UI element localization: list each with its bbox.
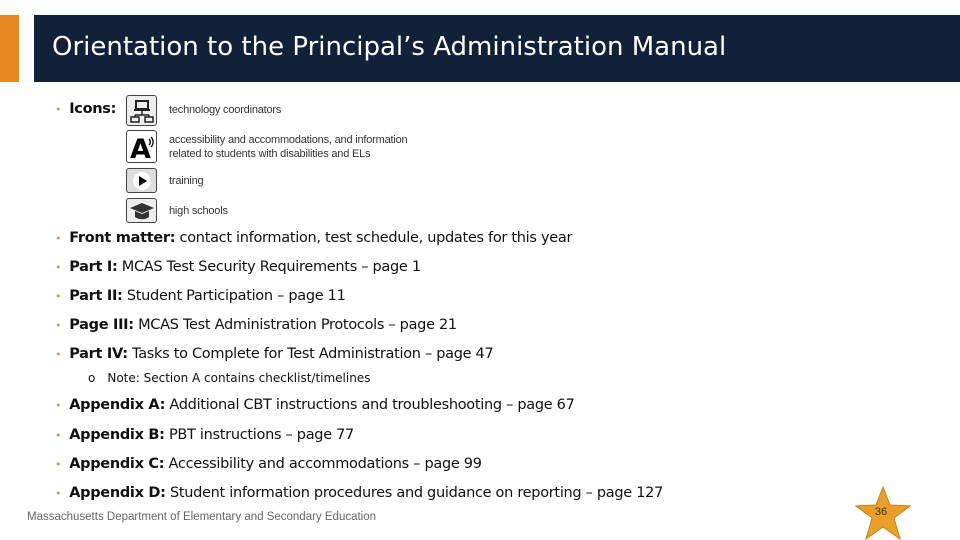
icon-label: technology coordinators <box>169 104 282 116</box>
bullet-item: • Page III: MCAS Test Administration Protocols – page 21 <box>55 317 457 333</box>
network-computer-icon <box>126 95 157 126</box>
icons-label: Icons: <box>69 101 117 117</box>
bullet-item: • Part I: MCAS Test Security Requirements – page 1 <box>55 259 421 275</box>
page-number: 36 <box>874 506 888 518</box>
bullet-item: • Part II: Student Participation – page 11 <box>55 288 346 304</box>
bullet-item: • Part IV: Tasks to Complete for Test Administration – page 47 <box>55 346 494 362</box>
bullet-item: • Appendix C: Accessibility and accommodations – page 99 <box>55 456 482 472</box>
svg-text:A: A <box>129 133 151 161</box>
play-icon <box>126 168 157 193</box>
graduation-cap-icon <box>126 198 157 223</box>
bullet-item: • Front matter: contact information, test schedule, updates for this year <box>55 230 573 246</box>
bullet-item: • Appendix A: Additional CBT instructions and troubleshooting – page 67 <box>55 397 575 413</box>
footer-organization: Massachusetts Department of Elementary and Secondary Education <box>27 511 377 523</box>
sub-note: o Note: Section A contains checklist/timelines <box>88 371 371 385</box>
icon-label: accessibility and accommodations, and information related to students with disabilities and ELs <box>169 134 408 160</box>
bullet-item: • Appendix D: Student information procedures and guidance on reporting – page 127 <box>55 485 664 501</box>
slide-title: Orientation to the Principal’s Administration Manual <box>52 32 727 62</box>
title-bar <box>34 15 960 82</box>
icon-label: high schools <box>169 205 228 217</box>
title-accent <box>0 15 19 82</box>
bullet-item: • Appendix B: PBT instructions – page 77 <box>55 427 354 443</box>
icons-bullet: • Icons: <box>55 101 117 117</box>
accessibility-a-icon <box>126 130 157 163</box>
icon-label: training <box>169 175 204 187</box>
